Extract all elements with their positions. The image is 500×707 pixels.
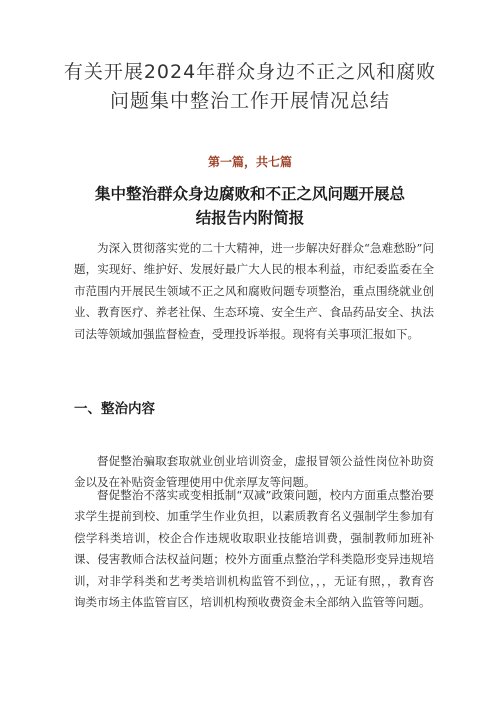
intro-paragraph: 为深入贯彻落实党的二十大精神，进一步解决好群众“急难愁盼”问题，实现好、维护好、发展好最广大人民的根本利益，市纪委监委在全市范围内开展民生领域不正之风和腐败问题专项整治，重点围绕就业创业、教育医疗、养老社保、生态环境、安全生产、食品药品安全、执法司法等领域加强监督检查，受理投诉举报。现将有关事项汇报如下。 — [74, 241, 434, 341]
section-heading: 一、整治内容 — [74, 401, 155, 417]
article-title-line-1: 集中整治群众身边腐败和不正之风问题开展总 — [94, 185, 405, 203]
document-title — [40, 58, 460, 116]
article-title — [85, 182, 415, 230]
part-label: 第一篇，共七篇 — [207, 155, 292, 169]
section-paragraph-2: 督促整治不落实或变相抵制“双减”政策问题，校内方面重点整治要求学生提前到校、加重学生作业负担，以素质教育名义强制学生参加有偿学科类培训，校企合作违规收取职业技能培训费，强制教师加班补课、侵害教师合法权益问题；校外方面重点整治学科类隐形变异违规培训，对非学科类和艺考类培训机构监管不到位，，，无证有照，，教育咨询类市场主体监管盲区，培训机构预收费资金未全部纳入监管等问题。 — [74, 488, 434, 610]
article-title-line-2: 结报告内附简报 — [195, 209, 305, 227]
document-title-line-1: 有关开展2024年群众身边不正之风和腐败 — [63, 61, 437, 83]
section-paragraph-1: 督促整治骗取套取就业创业培训资金，虚报冒领公益性岗位补助资金以及在补贴资金管理使用中优亲厚友等问题。 — [74, 454, 434, 490]
document-title-line-2: 问题集中整治工作开展情况总结 — [109, 90, 390, 112]
